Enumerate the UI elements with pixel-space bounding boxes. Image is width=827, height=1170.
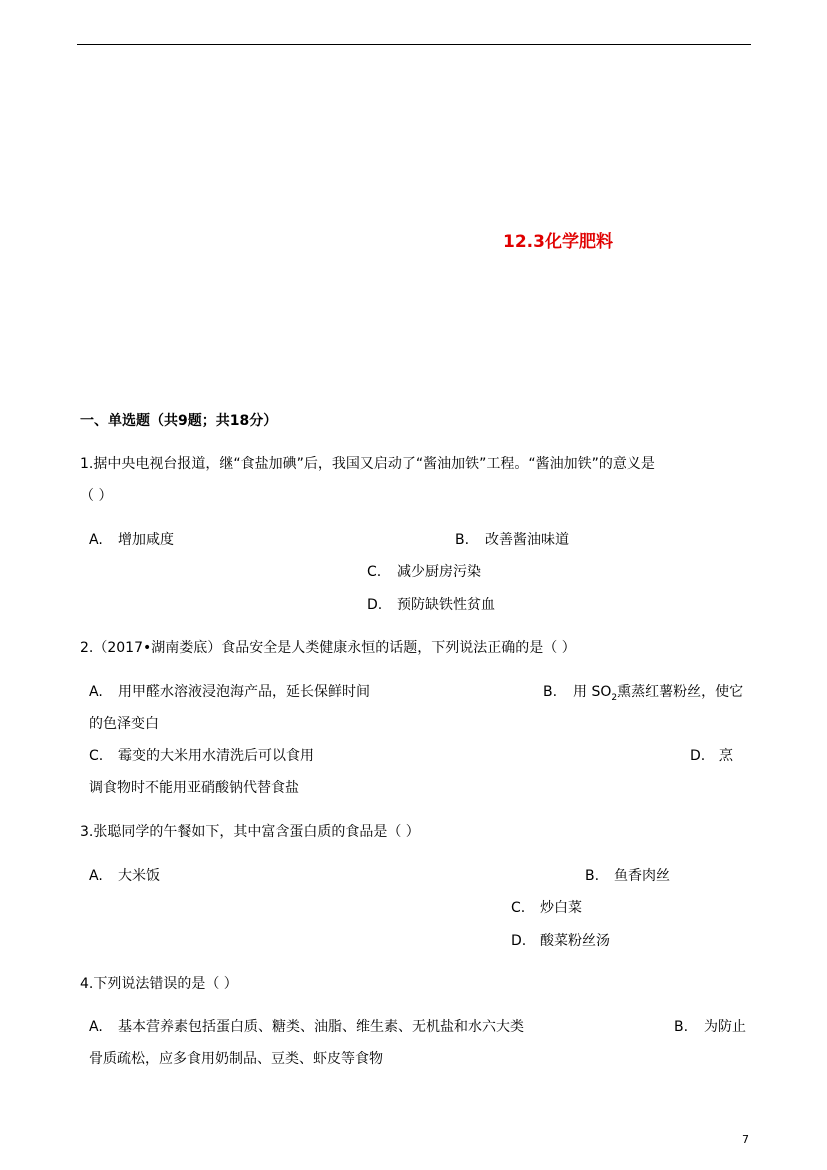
- subscript: 2: [611, 692, 618, 703]
- option-label: B.: [585, 868, 600, 884]
- question-stem: 2.（2017•湖南娄底）食品安全是人类健康永恒的话题，下列说法正确的是（ ）: [80, 640, 576, 656]
- option-text: 为防止: [704, 1019, 746, 1035]
- option-text: 减少厨房污染: [397, 564, 481, 580]
- option-label: D.: [367, 597, 383, 613]
- option-label: B.: [543, 684, 558, 700]
- question-stem-continuation: （ ）: [80, 488, 113, 504]
- option-label: C.: [89, 748, 104, 764]
- option-text: 改善酱油味道: [485, 532, 569, 548]
- option-text: 酸菜粉丝汤: [540, 933, 610, 949]
- option-label: D.: [511, 933, 527, 949]
- option-text: 鱼香肉丝: [614, 868, 670, 884]
- option-label: A.: [89, 532, 103, 548]
- option-text: 用 $SO_2$熏蒸红薯粉丝，使它: [573, 684, 744, 703]
- option-text: 增加咸度: [118, 532, 174, 548]
- option-label: B.: [674, 1019, 689, 1035]
- option-label: D.: [690, 748, 706, 764]
- option-text: 霉变的大米用水清洗后可以食用: [118, 748, 314, 764]
- header-rule: [77, 44, 751, 45]
- option-label: B.: [455, 532, 470, 548]
- option-label: C.: [367, 564, 382, 580]
- question-stem: 1.据中央电视台报道，继“食盐加碘”后，我国又启动了“酱油加铁”工程。“酱油加铁”的意义是: [80, 456, 655, 472]
- option-text: 烹: [719, 748, 733, 764]
- page-number: 7: [742, 1133, 749, 1146]
- option-text: 大米饭: [118, 868, 160, 884]
- option-text: 炒白菜: [540, 900, 582, 916]
- question-stem: 3.张聪同学的午餐如下，其中富含蛋白质的食品是（ ）: [80, 824, 420, 840]
- question-stem: 4.下列说法错误的是（ ）: [80, 976, 238, 992]
- option-text-continuation: 调食物时不能用亚硝酸钠代替食盐: [89, 780, 299, 796]
- option-text-continuation: 骨质疏松，应多食用奶制品、豆类、虾皮等食物: [89, 1051, 383, 1067]
- option-text: 预防缺铁性贫血: [397, 597, 495, 613]
- document-title: 12.3化学肥料: [503, 232, 613, 252]
- section-heading: 一、单选题（共9题；共18分）: [80, 413, 278, 429]
- option-label: A.: [89, 1019, 103, 1035]
- option-text: 基本营养素包括蛋白质、糖类、油脂、维生素、无机盐和水六大类: [118, 1019, 524, 1035]
- option-text-continuation: 的色泽变白: [89, 716, 159, 732]
- option-text: 用甲醛水溶液浸泡海产品，延长保鲜时间: [118, 684, 370, 700]
- option-label: C.: [511, 900, 526, 916]
- option-label: A.: [89, 684, 103, 700]
- option-label: A.: [89, 868, 103, 884]
